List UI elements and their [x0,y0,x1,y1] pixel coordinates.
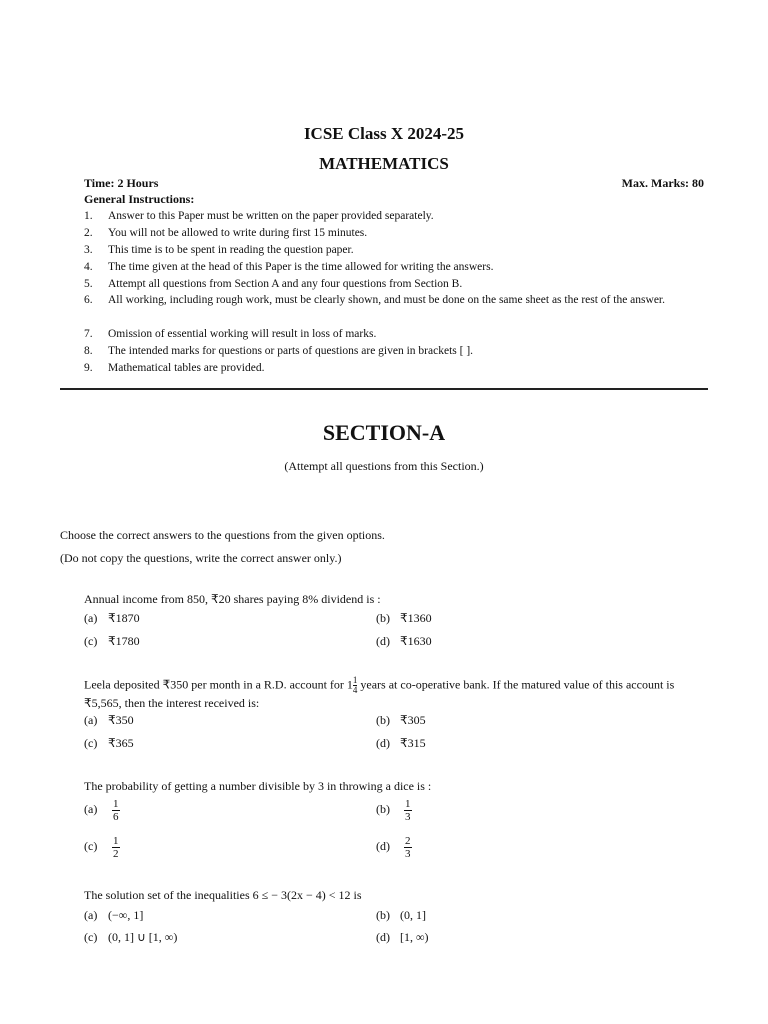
option-value: ₹1630 [400,634,432,648]
subject-title: MATHEMATICS [319,154,449,173]
instruction-text: Mathematical tables are provided. [108,362,265,374]
option-c [84,736,134,751]
instruction-text: Omission of essential working will result in loss of marks. [108,328,377,340]
instruction-text: Attempt all questions from Section A and any four questions from Section B. [108,278,463,290]
option-value: ₹1780 [108,634,140,648]
option-value: (0, 1] ∪ [1, ∞) [108,930,178,944]
option-label: (c) [84,839,98,854]
option-label: (c) [84,736,98,750]
option-value: ₹1360 [400,611,432,625]
instruction-number: 6. [84,294,93,306]
option-value: ₹305 [400,713,426,727]
instruction-text: The intended marks for questions or parts of questions are given in brackets [ ]. [108,345,474,357]
fraction-numerator: 1 [113,798,119,810]
instruction-number: 9. [84,362,93,374]
exam-title: ICSE Class X 2024-25 [303,124,465,143]
option-label: (b) [376,908,390,922]
option-label: (d) [376,839,390,854]
option-label: (d) [376,736,390,750]
max-marks-label: Max. Marks: 80 [621,176,704,190]
question-text-part: years at co-operative bank. If the matured value of this account is ₹5,565, then the interest received is: [84,677,675,710]
option-value: (−∞, 1] [108,908,144,922]
fraction-numerator: 1 [113,835,119,847]
option-b [376,798,412,823]
instruction-number: 3. [84,244,93,256]
option-label: (d) [376,634,390,648]
question-text: The solution set of the inequalities 6 ≤ − 3(2x − 4) < 12 is [84,888,362,902]
option-a [84,713,134,728]
instruction-number: 8. [84,345,93,357]
section-subtitle: (Attempt all questions from this Section.) [284,459,484,473]
option-label: (c) [84,634,98,648]
option-value: ₹1870 [108,611,140,625]
choose-instruction: Choose the correct answers to the questions from the given options. [60,528,385,542]
fraction-denominator: 6 [113,811,119,823]
option-b [376,611,432,626]
question-text: The probability of getting a number divisible by 3 in throwing a dice is : [84,779,432,793]
option-b [376,908,426,923]
fraction-numerator: 1 [352,675,358,685]
option-a [84,798,120,823]
option-a [84,908,143,923]
general-instructions-heading: General Instructions: [84,192,195,206]
fraction [112,835,120,860]
option-value: ₹315 [400,736,426,750]
option-label: (a) [84,802,98,817]
option-label: (b) [376,611,390,625]
question-text [84,676,708,711]
instruction-text: This time is to be spent in reading the question paper. [108,244,354,256]
instruction-text: All working, including rough work, must be clearly shown, and must be done on the same sheet as the rest of the answer. [108,294,665,306]
instruction-number: 2. [84,227,93,239]
option-d [376,930,429,945]
fraction-numerator: 2 [405,835,411,847]
option-value: ₹350 [108,713,134,727]
question-text: Annual income from 850, ₹20 shares paying 8% dividend is : [84,592,381,606]
instruction-number: 7. [84,328,93,340]
fraction-numerator: 1 [405,798,411,810]
option-a [84,611,140,626]
fraction-denominator: 3 [405,811,411,823]
fraction-denominator: 4 [352,685,358,695]
fraction [112,798,120,823]
no-copy-instruction: (Do not copy the questions, write the correct answer only.) [60,551,342,565]
option-c [84,634,140,649]
instruction-text: The time given at the head of this Paper is the time allowed for writing the answers. [108,261,494,273]
fraction [404,798,412,823]
option-label: (a) [84,611,98,625]
instruction-text: Answer to this Paper must be written on the paper provided separately. [108,210,434,222]
instruction-text: You will not be allowed to write during first 15 minutes. [108,227,368,239]
instruction-number: 1. [84,210,93,222]
question-text-part: Leela deposited ₹350 per month in a R.D. account for 1 [84,677,353,692]
option-label: (b) [376,802,390,817]
option-label: (a) [84,713,98,727]
option-b [376,713,426,728]
option-label: (b) [376,713,390,727]
option-c [84,930,177,945]
time-label: Time: 2 Hours [84,176,159,190]
fraction [404,835,412,860]
option-value: (0, 1] [400,908,426,922]
option-value: ₹365 [108,736,134,750]
fraction-denominator: 2 [113,848,119,860]
option-d [376,634,432,649]
option-label: (c) [84,930,98,944]
horizontal-divider [60,388,708,390]
instruction-number: 4. [84,261,93,273]
option-d [376,835,412,860]
instruction-number: 5. [84,278,93,290]
option-value: [1, ∞) [400,930,429,944]
option-d [376,736,426,751]
fraction-denominator: 3 [405,848,411,860]
section-title: SECTION-A [322,420,446,445]
option-label: (d) [376,930,390,944]
option-c [84,835,120,860]
option-label: (a) [84,908,98,922]
